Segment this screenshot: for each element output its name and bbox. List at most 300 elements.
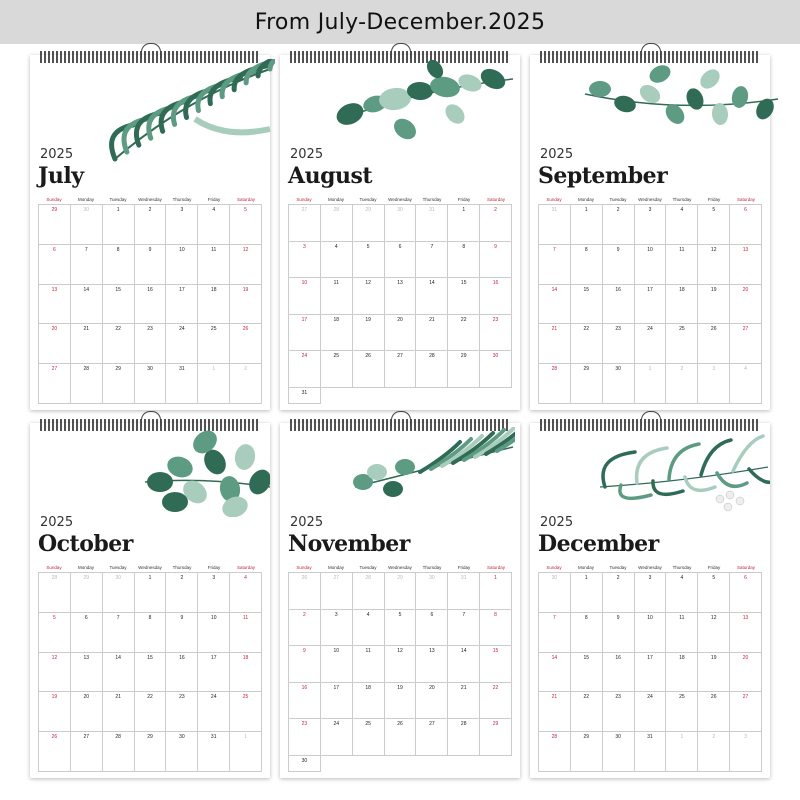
day-number: 7 bbox=[84, 246, 88, 253]
day-cell bbox=[603, 324, 635, 364]
weekday-label: Saturday bbox=[236, 197, 255, 202]
weekday-label: Tuesday bbox=[109, 197, 127, 202]
day-number: 15 bbox=[147, 654, 153, 661]
day-cell bbox=[103, 653, 135, 693]
day-cell bbox=[635, 364, 667, 404]
day-cell bbox=[539, 692, 571, 732]
day-number: 16 bbox=[179, 654, 185, 661]
day-cell bbox=[71, 205, 103, 245]
day-cell bbox=[635, 732, 667, 772]
month-title: December bbox=[538, 531, 659, 557]
day-number: 18 bbox=[679, 654, 685, 661]
day-cell bbox=[135, 613, 167, 653]
weekday-label: Sunday bbox=[296, 565, 312, 570]
day-cell bbox=[230, 573, 262, 613]
day-cell bbox=[666, 653, 698, 693]
day-cell bbox=[448, 205, 480, 242]
foliage-illustration bbox=[570, 427, 770, 527]
weekday-label: Saturday bbox=[236, 565, 255, 570]
day-number: 3 bbox=[648, 207, 652, 213]
day-number: 29 bbox=[51, 207, 58, 213]
day-cell bbox=[289, 610, 321, 647]
day-number: 5 bbox=[712, 575, 716, 581]
day-cell bbox=[416, 315, 448, 352]
date-cells bbox=[538, 572, 762, 772]
day-cell bbox=[166, 245, 198, 285]
day-number: 29 bbox=[115, 366, 121, 373]
day-cell bbox=[571, 285, 603, 325]
day-number: 1 bbox=[462, 207, 466, 213]
day-cell bbox=[166, 613, 198, 653]
day-number: 19 bbox=[51, 694, 58, 701]
day-cell bbox=[416, 242, 448, 279]
day-number: 5 bbox=[53, 614, 56, 621]
day-cell bbox=[353, 610, 385, 647]
day-number: 18 bbox=[365, 684, 371, 691]
day-number: 23 bbox=[615, 326, 621, 333]
day-number: 6 bbox=[398, 243, 402, 250]
day-cell bbox=[135, 573, 167, 613]
weekday-label: Monday bbox=[77, 565, 94, 570]
day-number: 27 bbox=[301, 207, 308, 213]
day-number: 28 bbox=[115, 734, 121, 741]
day-number: 4 bbox=[366, 611, 370, 618]
day-number: 28 bbox=[51, 575, 58, 581]
day-cell bbox=[103, 732, 135, 772]
day-number: 3 bbox=[334, 611, 338, 618]
day-number: 6 bbox=[53, 246, 56, 253]
day-cell bbox=[39, 573, 71, 613]
day-cell bbox=[353, 242, 385, 279]
calendar-december bbox=[530, 423, 770, 778]
day-cell bbox=[353, 573, 385, 610]
day-cell bbox=[289, 388, 321, 404]
day-number: 24 bbox=[301, 353, 308, 360]
day-cell bbox=[71, 613, 103, 653]
day-number: 3 bbox=[712, 366, 716, 373]
day-cell bbox=[635, 692, 667, 732]
day-cell bbox=[666, 573, 698, 613]
day-number: 1 bbox=[584, 575, 588, 581]
day-number: 8 bbox=[494, 611, 497, 618]
day-number: 21 bbox=[551, 326, 558, 333]
day-number: 9 bbox=[616, 614, 620, 621]
day-number: 11 bbox=[679, 246, 685, 253]
day-number: 22 bbox=[115, 326, 121, 333]
day-cell bbox=[730, 364, 762, 404]
day-cell bbox=[198, 364, 230, 404]
day-number: 31 bbox=[429, 207, 435, 213]
day-number: 14 bbox=[429, 280, 435, 287]
day-number: 11 bbox=[333, 280, 339, 287]
day-cell bbox=[321, 646, 353, 683]
calendar-year: 2025 bbox=[540, 147, 574, 162]
day-number: 9 bbox=[494, 243, 497, 250]
day-cell bbox=[166, 364, 198, 404]
day-cell bbox=[635, 573, 667, 613]
day-cell bbox=[198, 285, 230, 325]
day-cell bbox=[416, 610, 448, 647]
day-number: 2 bbox=[616, 207, 620, 213]
date-cells bbox=[38, 572, 262, 772]
day-cell bbox=[539, 364, 571, 404]
day-cell bbox=[416, 646, 448, 683]
weekday-label: Sunday bbox=[46, 565, 62, 570]
day-number: 23 bbox=[179, 694, 185, 701]
day-cell bbox=[698, 285, 730, 325]
day-cell bbox=[135, 692, 167, 732]
day-cell bbox=[353, 646, 385, 683]
weekday-label: Saturday bbox=[486, 565, 505, 570]
day-number: 8 bbox=[584, 614, 588, 621]
date-cells bbox=[288, 572, 512, 772]
day-cell bbox=[571, 205, 603, 245]
day-number: 12 bbox=[397, 648, 403, 655]
day-number: 25 bbox=[679, 326, 685, 333]
day-number: 1 bbox=[494, 575, 497, 581]
day-number: 28 bbox=[460, 721, 467, 728]
day-cell bbox=[698, 573, 730, 613]
day-cell bbox=[539, 324, 571, 364]
day-cell bbox=[385, 683, 417, 720]
calendar-september bbox=[530, 55, 770, 410]
day-cell bbox=[635, 205, 667, 245]
day-cell bbox=[480, 719, 512, 756]
day-cell bbox=[230, 364, 262, 404]
calendar-year: 2025 bbox=[40, 147, 74, 162]
day-cell bbox=[39, 324, 71, 364]
day-number: 20 bbox=[742, 286, 749, 293]
day-number: 28 bbox=[83, 366, 90, 373]
day-number: 16 bbox=[301, 684, 308, 691]
day-number: 10 bbox=[647, 246, 653, 253]
day-number: 18 bbox=[210, 286, 217, 293]
calendar-year: 2025 bbox=[290, 515, 324, 530]
day-cell bbox=[71, 285, 103, 325]
day-cell bbox=[198, 573, 230, 613]
calendar-july bbox=[30, 55, 270, 410]
weekday-label: Thursday bbox=[422, 197, 442, 202]
day-number: 17 bbox=[647, 286, 653, 293]
day-cell bbox=[135, 245, 167, 285]
month-grid bbox=[38, 195, 262, 404]
day-number: 11 bbox=[242, 614, 249, 621]
weekday-label: Friday bbox=[707, 565, 721, 570]
day-number: 9 bbox=[303, 648, 306, 655]
day-number: 7 bbox=[116, 614, 120, 621]
day-cell bbox=[698, 245, 730, 285]
day-number: 20 bbox=[429, 684, 435, 691]
month-title: September bbox=[538, 163, 668, 189]
weekday-label: Thursday bbox=[672, 565, 692, 570]
day-number: 14 bbox=[460, 648, 467, 655]
day-cell bbox=[385, 719, 417, 756]
weekday-label: Monday bbox=[577, 565, 594, 570]
foliage-illustration bbox=[105, 59, 275, 169]
day-cell bbox=[603, 285, 635, 325]
month-title: August bbox=[288, 163, 372, 189]
weekday-header bbox=[38, 563, 262, 572]
day-number: 3 bbox=[180, 207, 184, 213]
day-cell bbox=[539, 732, 571, 772]
day-cell bbox=[480, 683, 512, 720]
day-number: 19 bbox=[710, 654, 717, 661]
day-cell bbox=[385, 610, 417, 647]
foliage-illustration bbox=[85, 427, 270, 522]
day-cell bbox=[198, 732, 230, 772]
month-grid bbox=[38, 563, 262, 772]
weekday-label: Monday bbox=[327, 197, 344, 202]
day-number: 30 bbox=[615, 734, 621, 741]
day-number: 11 bbox=[679, 614, 685, 621]
day-cell bbox=[289, 205, 321, 242]
day-cell bbox=[730, 613, 762, 653]
day-cell bbox=[166, 692, 198, 732]
hanger-hook bbox=[141, 411, 161, 426]
hanger-hook bbox=[641, 411, 661, 426]
day-number: 18 bbox=[242, 654, 249, 661]
day-cell bbox=[571, 573, 603, 613]
day-number: 4 bbox=[744, 366, 747, 373]
day-number: 30 bbox=[83, 207, 90, 213]
day-cell bbox=[416, 573, 448, 610]
day-number: 19 bbox=[365, 316, 371, 323]
day-number: 13 bbox=[397, 280, 403, 287]
day-number: 17 bbox=[333, 684, 340, 691]
day-cell bbox=[666, 613, 698, 653]
day-number: 23 bbox=[615, 694, 621, 701]
date-cells bbox=[288, 204, 512, 404]
day-cell bbox=[71, 364, 103, 404]
day-cell bbox=[698, 653, 730, 693]
day-number: 16 bbox=[615, 286, 621, 293]
weekday-label: Wednesday bbox=[388, 565, 412, 570]
day-number: 4 bbox=[212, 207, 216, 213]
day-cell bbox=[289, 646, 321, 683]
day-cell bbox=[135, 653, 167, 693]
day-cell bbox=[321, 205, 353, 242]
day-cell bbox=[39, 613, 71, 653]
day-number: 20 bbox=[51, 326, 58, 333]
day-cell bbox=[103, 205, 135, 245]
day-number: 5 bbox=[244, 207, 247, 213]
month-grid bbox=[538, 563, 762, 772]
day-number: 21 bbox=[551, 694, 558, 701]
day-cell bbox=[103, 692, 135, 732]
day-number: 30 bbox=[301, 757, 308, 764]
day-number: 16 bbox=[615, 654, 621, 661]
day-number: 17 bbox=[647, 654, 653, 661]
weekday-label: Friday bbox=[457, 197, 471, 202]
day-cell bbox=[571, 364, 603, 404]
day-number: 26 bbox=[242, 326, 249, 333]
day-number: 31 bbox=[301, 389, 308, 396]
day-cell bbox=[321, 610, 353, 647]
day-cell bbox=[666, 364, 698, 404]
day-cell bbox=[321, 315, 353, 352]
day-cell bbox=[635, 285, 667, 325]
day-number: 31 bbox=[179, 366, 185, 373]
weekday-label: Saturday bbox=[736, 197, 755, 202]
calendar-november bbox=[280, 423, 520, 778]
day-cell bbox=[321, 573, 353, 610]
day-number: 25 bbox=[242, 694, 249, 701]
day-number: 5 bbox=[712, 207, 716, 213]
day-cell bbox=[166, 285, 198, 325]
day-number: 1 bbox=[584, 207, 588, 213]
day-cell bbox=[571, 692, 603, 732]
day-number: 30 bbox=[492, 353, 499, 360]
day-cell bbox=[353, 351, 385, 388]
day-number: 8 bbox=[462, 243, 466, 250]
foliage-illustration bbox=[580, 59, 780, 154]
day-number: 22 bbox=[147, 694, 153, 701]
day-cell bbox=[385, 646, 417, 683]
day-cell bbox=[71, 245, 103, 285]
day-cell bbox=[289, 278, 321, 315]
day-number: 10 bbox=[301, 280, 308, 287]
day-number: 1 bbox=[648, 366, 652, 373]
day-number: 18 bbox=[333, 316, 340, 323]
day-cell bbox=[539, 285, 571, 325]
day-cell bbox=[416, 278, 448, 315]
weekday-label: Tuesday bbox=[359, 197, 377, 202]
day-cell bbox=[448, 278, 480, 315]
day-number: 31 bbox=[647, 734, 653, 741]
day-number: 27 bbox=[742, 326, 749, 333]
day-cell bbox=[448, 683, 480, 720]
day-cell bbox=[539, 205, 571, 245]
day-number: 29 bbox=[460, 353, 467, 360]
day-number: 28 bbox=[551, 734, 558, 741]
day-number: 19 bbox=[242, 286, 249, 293]
day-number: 24 bbox=[647, 694, 653, 701]
day-number: 27 bbox=[333, 575, 340, 581]
day-number: 17 bbox=[301, 316, 308, 323]
day-cell bbox=[230, 285, 262, 325]
day-number: 3 bbox=[303, 243, 306, 250]
day-cell bbox=[385, 351, 417, 388]
day-number: 1 bbox=[116, 207, 120, 213]
day-cell bbox=[103, 245, 135, 285]
day-cell bbox=[135, 285, 167, 325]
day-number: 2 bbox=[680, 366, 684, 373]
day-number: 24 bbox=[179, 326, 185, 333]
day-cell bbox=[321, 351, 353, 388]
day-number: 30 bbox=[115, 575, 121, 581]
day-cell bbox=[730, 692, 762, 732]
day-cell bbox=[666, 205, 698, 245]
day-number: 12 bbox=[710, 614, 717, 621]
day-cell bbox=[539, 653, 571, 693]
day-number: 2 bbox=[244, 366, 247, 373]
day-cell bbox=[480, 278, 512, 315]
day-cell bbox=[321, 683, 353, 720]
day-number: 21 bbox=[83, 326, 90, 333]
day-number: 6 bbox=[744, 575, 747, 581]
foliage-illustration bbox=[315, 427, 515, 517]
day-cell bbox=[698, 692, 730, 732]
day-number: 23 bbox=[492, 316, 499, 323]
weekday-header bbox=[38, 195, 262, 204]
weekday-label: Friday bbox=[457, 565, 471, 570]
day-cell bbox=[39, 732, 71, 772]
day-cell bbox=[39, 285, 71, 325]
day-cell bbox=[666, 692, 698, 732]
day-number: 5 bbox=[366, 243, 370, 250]
month-grid bbox=[538, 195, 762, 404]
day-number: 24 bbox=[210, 694, 217, 701]
day-number: 26 bbox=[301, 575, 308, 581]
day-number: 28 bbox=[365, 575, 371, 581]
weekday-label: Wednesday bbox=[638, 197, 662, 202]
day-number: 13 bbox=[429, 648, 435, 655]
day-cell bbox=[103, 573, 135, 613]
day-number: 8 bbox=[584, 246, 588, 253]
day-cell bbox=[135, 205, 167, 245]
day-number: 23 bbox=[301, 721, 308, 728]
day-cell bbox=[289, 683, 321, 720]
calendar-year: 2025 bbox=[40, 515, 74, 530]
day-cell bbox=[480, 573, 512, 610]
day-number: 12 bbox=[242, 246, 249, 253]
day-number: 6 bbox=[430, 611, 434, 618]
day-number: 4 bbox=[680, 575, 684, 581]
weekday-label: Thursday bbox=[172, 565, 192, 570]
day-cell bbox=[289, 719, 321, 756]
day-number: 2 bbox=[712, 734, 716, 741]
day-number: 13 bbox=[742, 614, 749, 621]
weekday-label: Friday bbox=[707, 197, 721, 202]
day-number: 21 bbox=[460, 684, 467, 691]
day-number: 30 bbox=[615, 366, 621, 373]
day-number: 14 bbox=[83, 286, 90, 293]
day-cell bbox=[698, 324, 730, 364]
day-cell bbox=[321, 242, 353, 279]
day-cell bbox=[603, 653, 635, 693]
day-cell bbox=[448, 242, 480, 279]
day-number: 27 bbox=[397, 353, 403, 360]
day-number: 15 bbox=[583, 286, 590, 293]
day-cell bbox=[571, 245, 603, 285]
day-cell bbox=[166, 205, 198, 245]
day-cell bbox=[198, 324, 230, 364]
day-number: 27 bbox=[742, 694, 749, 701]
day-number: 12 bbox=[51, 654, 58, 661]
day-cell bbox=[480, 610, 512, 647]
day-cell bbox=[448, 351, 480, 388]
day-number: 28 bbox=[429, 353, 435, 360]
day-cell bbox=[198, 613, 230, 653]
day-number: 1 bbox=[148, 575, 152, 581]
hanger-hook bbox=[641, 43, 661, 58]
day-cell bbox=[71, 732, 103, 772]
day-number: 8 bbox=[116, 246, 120, 253]
day-number: 15 bbox=[492, 648, 499, 655]
day-number: 30 bbox=[179, 734, 185, 741]
day-number: 25 bbox=[365, 721, 371, 728]
day-cell bbox=[135, 324, 167, 364]
weekday-label: Saturday bbox=[486, 197, 505, 202]
day-number: 3 bbox=[744, 734, 747, 741]
day-number: 21 bbox=[429, 316, 435, 323]
day-number: 17 bbox=[210, 654, 217, 661]
day-cell bbox=[666, 324, 698, 364]
day-cell bbox=[230, 205, 262, 245]
day-cell bbox=[635, 245, 667, 285]
day-number: 26 bbox=[710, 326, 717, 333]
weekday-label: Sunday bbox=[546, 197, 562, 202]
